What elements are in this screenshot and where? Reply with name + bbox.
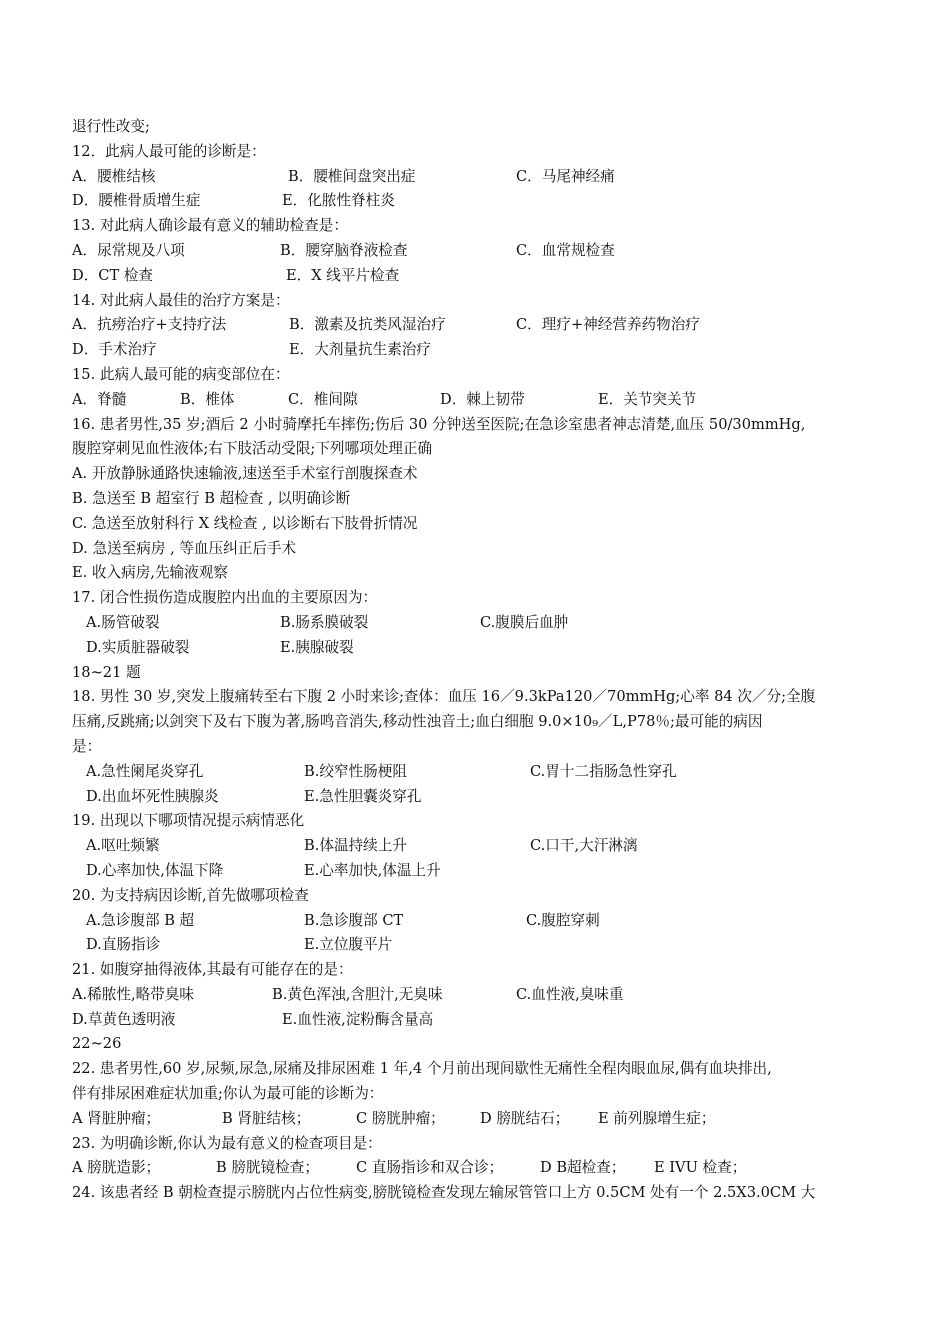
option-row <box>72 338 892 363</box>
answer-option: D.实质脏器破裂 <box>86 638 190 656</box>
answer-option: B 膀胱镜检查； <box>216 1159 319 1177</box>
option-row <box>72 239 892 264</box>
answer-option: E．大剂量抗生素治疗 <box>289 341 431 359</box>
answer-option: E.立位腹平片 <box>304 936 393 954</box>
answer-option: D．腰椎骨质增生症 <box>72 192 201 210</box>
answer-option: A.急性阑尾炎穿孔 <box>86 762 204 780</box>
answer-option: A.呕吐频繁 <box>86 837 160 855</box>
text-line: B. 急送至 B 超室行 B 超检查 , 以明确诊断 <box>72 489 351 507</box>
answer-option: C 直肠指诊和双合诊； <box>356 1159 504 1177</box>
answer-option: C.腹膜后血肿 <box>480 613 569 631</box>
answer-option: A.肠管破裂 <box>86 613 160 631</box>
answer-option: D.草黄色透明液 <box>72 1010 176 1028</box>
answer-option: C.口干,大汗淋漓 <box>530 837 638 855</box>
answer-option: C．理疗+神经营养药物治疗 <box>516 316 700 334</box>
text-line: A. 开放静脉通路快速输液,速送至手术室行剖腹探查术 <box>72 465 418 483</box>
answer-option: C 膀胱肿瘤； <box>356 1109 445 1127</box>
answer-option: A 肾脏肿瘤； <box>72 1109 161 1127</box>
answer-option: D．CT 检查 <box>72 266 154 284</box>
answer-option: E.胰腺破裂 <box>280 638 354 656</box>
answer-option: C.血性液,臭味重 <box>516 985 624 1003</box>
text-line: 17. 闭合性损伤造成腹腔内出血的主要原因为： <box>72 589 378 607</box>
answer-option: B．腰穿脑脊液检查 <box>280 241 408 259</box>
answer-option: B.黄色浑浊,含胆汁,无臭味 <box>272 985 443 1003</box>
text-line: 19. 出现以下哪项情况提示病情恶化 <box>72 812 305 830</box>
answer-option: E.急性胆囊炎穿孔 <box>304 787 422 805</box>
answer-option: C．血常规检查 <box>516 241 615 259</box>
option-row <box>72 165 892 190</box>
answer-option: C．椎间隙 <box>288 390 358 408</box>
answer-option: D 膀胱结石； <box>480 1109 570 1127</box>
answer-option: A．尿常规及八项 <box>72 241 185 259</box>
option-row <box>72 388 892 413</box>
option-row <box>72 1008 892 1033</box>
answer-option: E.血性液,淀粉酶含量高 <box>282 1010 434 1028</box>
answer-option: C．马尾神经痛 <box>516 167 615 185</box>
text-line: 23. 为明确诊断,你认为最有意义的检查项目是： <box>72 1134 382 1152</box>
answer-option: B.急诊腹部 CT <box>304 911 404 929</box>
answer-option: A．脊髓 <box>72 390 127 408</box>
text-line: 24. 该患者经 B 朝检查提示膀胱内占位性病变,膀胱镜检查发现左输尿管管口上方 0.5CM 处有一个 2.5X3.0CM 大 <box>72 1184 816 1202</box>
option-row <box>72 264 892 289</box>
answer-option: B．激素及抗类风湿治疗 <box>289 316 446 334</box>
text-line: C. 急送至放射科行 X 线检查 , 以诊断右下肢骨折情况 <box>72 514 418 532</box>
text-line: 21. 如腹穿抽得液体,其最有可能存在的是： <box>72 961 353 979</box>
option-row <box>72 933 892 958</box>
text-line: 是： <box>72 737 102 755</box>
option-row <box>72 611 892 636</box>
option-row <box>72 313 892 338</box>
document-body <box>72 115 892 1206</box>
text-line: 22. 患者男性,60 岁,尿频,尿急,尿痛及排尿困难 1 年,4 个月前出现间歇性无痛性全程肉眼血尿,偶有血块排出, <box>72 1060 772 1078</box>
answer-option: B.体温持续上升 <box>304 837 407 855</box>
answer-option: E 前列腺增生症； <box>598 1109 716 1127</box>
option-row <box>72 785 892 810</box>
answer-option: C.腹腔穿刺 <box>526 911 600 929</box>
answer-option: E．化脓性脊柱炎 <box>282 192 395 210</box>
option-row <box>72 189 892 214</box>
answer-option: E.心率加快,体温上升 <box>304 861 441 879</box>
option-row <box>72 909 892 934</box>
answer-option: B．椎体 <box>180 390 235 408</box>
text-line: 18. 男性 30 岁,突发上腹痛转至右下腹 2 小时来诊;查体：血压 16／9.3kPa120／70mmHg;心率 84 次／分;全腹 <box>72 688 816 706</box>
option-row <box>72 859 892 884</box>
text-line: 14. 对此病人最佳的治疗方案是： <box>72 291 290 309</box>
option-row <box>72 834 892 859</box>
answer-option: A．抗痨治疗+支持疗法 <box>72 316 227 334</box>
answer-option: D.出血坏死性胰腺炎 <box>86 787 219 805</box>
text-line: 13. 对此病人确诊最有意义的辅助检查是： <box>72 217 348 235</box>
option-row <box>72 636 892 661</box>
answer-option: E．X 线平片检查 <box>286 266 400 284</box>
text-line: 22~26 <box>72 1035 122 1053</box>
option-row <box>72 760 892 785</box>
text-line: D. 急送至病房 , 等血压纠正后手术 <box>72 539 297 557</box>
text-line: 伴有排尿困难症状加重;你认为最可能的诊断为： <box>72 1085 384 1103</box>
text-line: 腹腔穿刺见血性液体;右下肢活动受限;下列哪项处理正确 <box>72 440 433 458</box>
answer-option: B.肠系膜破裂 <box>280 613 369 631</box>
text-line: 退行性改变; <box>72 118 150 135</box>
answer-option: A 膀胱造影； <box>72 1159 161 1177</box>
answer-option: D．手术治疗 <box>72 341 157 359</box>
answer-option: D.直肠指诊 <box>86 936 161 954</box>
text-line: 20. 为支持病因诊断,首先做哪项检查 <box>72 886 309 904</box>
answer-option: A.急诊腹部 B 超 <box>86 911 195 929</box>
answer-option: B 肾脏结核； <box>222 1109 311 1127</box>
text-line: 18~21 题 <box>72 663 141 681</box>
answer-option: D．棘上韧带 <box>440 390 525 408</box>
text-line: E. 收入病房,先输液观察 <box>72 564 228 582</box>
text-line: 16. 患者男性,35 岁;酒后 2 小时骑摩托车摔伤;伤后 30 分钟送至医院;在急诊室患者神志清楚,血压 50/30mmHg, <box>72 415 806 433</box>
option-row <box>72 1107 892 1132</box>
answer-option: A.稀脓性,略带臭味 <box>72 985 194 1003</box>
answer-option: D.心率加快,体温下降 <box>86 861 224 879</box>
text-line: 12．此病人最可能的诊断是： <box>72 142 266 160</box>
answer-option: E．关节突关节 <box>598 390 697 408</box>
answer-option: A．腰椎结核 <box>72 167 156 185</box>
answer-option: B.绞窄性肠梗阻 <box>304 762 407 780</box>
text-line: 15. 此病人最可能的病变部位在： <box>72 365 290 383</box>
answer-option: E IVU 检查； <box>654 1159 747 1177</box>
option-row <box>72 1156 892 1181</box>
answer-option: C.胃十二指肠急性穿孔 <box>530 762 677 780</box>
text-line: 压痛,反跳痛;以剑突下及右下腹为著,肠鸣音消失,移动性浊音土;血白细胞 9.0×10₉／L,P78％;最可能的病因 <box>72 713 763 731</box>
answer-option: D B超检查； <box>540 1159 626 1177</box>
answer-option: B．腰椎间盘突出症 <box>288 167 416 185</box>
option-row <box>72 983 892 1008</box>
